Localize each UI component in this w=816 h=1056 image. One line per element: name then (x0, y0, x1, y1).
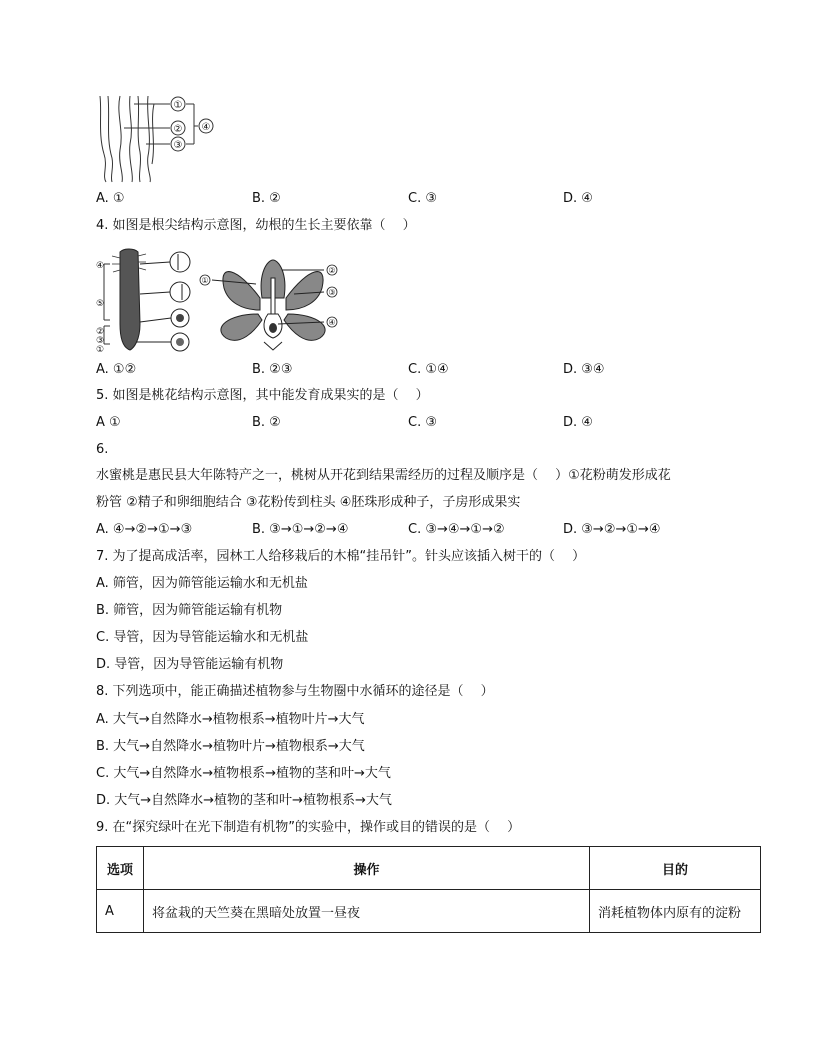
root-tip-figure (94, 244, 204, 356)
q4-option-c[interactable]: C. ①④ (408, 362, 449, 377)
q8-option-d[interactable]: D. 大气→自然降水→植物的茎和叶→植物根系→大气 (96, 793, 392, 808)
q7-option-b[interactable]: B. 筛管，因为筛管能运输有机物 (96, 603, 283, 618)
header-purpose: 目的 (590, 847, 761, 890)
q9-table (96, 846, 761, 933)
q3-option-c[interactable]: C. ③ (408, 191, 437, 206)
q7-option-c[interactable]: C. 导管，因为导管能运输水和无机盐 (96, 630, 309, 645)
q8-option-a[interactable]: A. 大气→自然降水→植物根系→植物叶片→大气 (96, 712, 365, 727)
flower-label: ② (328, 266, 336, 275)
flower-label: ③ (328, 288, 336, 297)
root-label: ③ (96, 336, 105, 346)
cell-operation: 将盆栽的天竺葵在黑暗处放置一昼夜 (144, 890, 590, 933)
q5-option-b[interactable]: B. ② (252, 415, 281, 430)
q6-option-d[interactable]: D. ③→②→①→④ (563, 522, 661, 537)
table-header-row (97, 847, 761, 890)
q8-option-c[interactable]: C. 大气→自然降水→植物根系→植物的茎和叶→大气 (96, 766, 391, 781)
q6-option-a[interactable]: A. ④→②→①→③ (96, 522, 193, 537)
q3-option-a[interactable]: A. ① (96, 191, 125, 206)
fig-label: ④ (201, 122, 211, 133)
cell-option: A (97, 890, 144, 933)
q5-stem: 5. 如图是桃花结构示意图，其中能发育成果实的是（ ） (96, 388, 429, 403)
q8-stem: 8. 下列选项中，能正确描述植物参与生物圈中水循环的途径是（ ） (96, 684, 494, 699)
q3-option-b[interactable]: B. ② (252, 191, 281, 206)
fig-label: ③ (173, 140, 183, 151)
root-label: ⑤ (96, 299, 105, 309)
q4-option-a[interactable]: A. ①② (96, 362, 137, 377)
q6-option-b[interactable]: B. ③→①→②→④ (252, 522, 349, 537)
root-label: ④ (96, 261, 105, 271)
q6-number: 6. (96, 442, 109, 457)
fig-label: ① (173, 100, 183, 111)
q7-option-d[interactable]: D. 导管，因为导管能运输有机物 (96, 657, 284, 672)
flower-label: ① (201, 276, 209, 285)
q8-option-b[interactable]: B. 大气→自然降水→植物叶片→植物根系→大气 (96, 739, 365, 754)
header-option: 选项 (97, 847, 144, 890)
fig-label: ② (173, 124, 183, 135)
flower-label: ④ (328, 318, 336, 327)
cell-purpose: 消耗植物体内原有的淀粉 (590, 890, 761, 933)
root-label: ① (96, 345, 105, 355)
q6-option-c[interactable]: C. ③→④→①→② (408, 522, 505, 537)
header-operation: 操作 (144, 847, 590, 890)
q9-stem: 9. 在“探究绿叶在光下制造有机物”的实验中，操作或目的错误的是（ ） (96, 820, 521, 835)
q5-option-c[interactable]: C. ③ (408, 415, 437, 430)
q5-option-d[interactable]: D. ④ (563, 415, 593, 430)
q4-option-d[interactable]: D. ③④ (563, 362, 605, 377)
q7-option-a[interactable]: A. 筛管，因为筛管能运输水和无机盐 (96, 576, 308, 591)
root-label: ② (96, 327, 105, 337)
q4-stem: 4. 如图是根尖结构示意图，幼根的生长主要依靠（ ） (96, 218, 416, 233)
q5-option-a[interactable]: A ① (96, 415, 121, 430)
q6-stem-line2: 粉管 ②精子和卵细胞结合 ③花粉传到柱头 ④胚珠形成种子，子房形成果实 (96, 495, 521, 510)
table-row (97, 890, 761, 933)
q7-stem: 7. 为了提高成活率，园林工人给移栽后的木棉“挂吊针”。针头应该插入树干的（ ） (96, 549, 586, 564)
q3-option-d[interactable]: D. ④ (563, 191, 593, 206)
peach-flower-figure (198, 258, 348, 354)
q4-option-b[interactable]: B. ②③ (252, 362, 293, 377)
stem-structure-figure (94, 94, 219, 184)
q6-stem-line1: 水蜜桃是惠民县大年陈特产之一，桃树从开花到结果需经历的过程及顺序是（ ）①花粉萌发形成花 (96, 468, 671, 483)
